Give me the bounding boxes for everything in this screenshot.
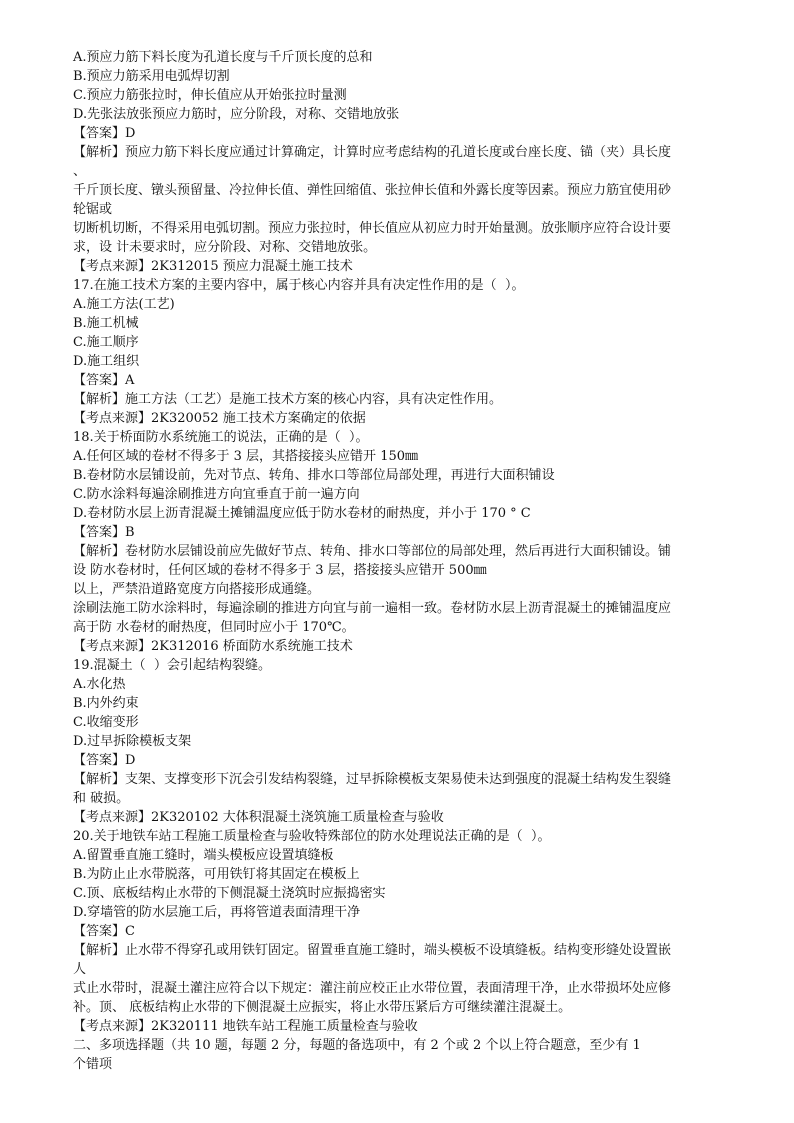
text-line: 【考点来源】2K320052 施工技术方案确定的依据 [73,411,366,426]
text-line: 涂刷法施工防水涂料时，每遍涂刷的推进方向宜与前一遍相一致。卷材防水层上沥青混凝土的摊铺温度应 [73,601,672,616]
text-line: B.施工机械 [73,316,139,331]
text-line: 20.关于地铁车站工程施工质量检查与验收特殊部位的防水处理说法正确的是（ ）。 [73,829,551,844]
text-line: 【答案】B [73,525,135,540]
text-line: B.预应力筋采用电弧焊切割 [73,69,230,84]
text-line: 18.关于桥面防水系统施工的说法，正确的是（ ）。 [73,430,369,445]
text-line: D.先张法放张预应力筋时，应分阶段，对称、交错地放张 [73,107,400,122]
text-line: A.施工方法(工艺) [73,297,175,312]
text-line: A.任何区域的卷材不得多于 3 层，其搭接接头应错开 150㎜ [73,449,419,464]
text-line: 【考点来源】2K312015 预应力混凝土施工技术 [73,259,353,274]
text-line: 【解析】支架、支撑变形下沉会引发结构裂缝，过早拆除模板支架易使未达到强度的混凝土结构发生裂缝 [73,772,672,787]
text-line: 17.在施工技术方案的主要内容中，属于核心内容并具有决定性作用的是（ ）。 [73,278,525,293]
text-line: 以上，严禁沿道路宽度方向搭接形成通缝。 [73,582,321,597]
text-line: A.预应力筋下料长度为孔道长度与千斤顶长度的总和 [73,50,373,65]
text-line: B.卷材防水层铺设前，先对节点、转角、排水口等部位局部处理，再进行大面积铺设 [73,468,555,483]
text-line: C.施工顺序 [73,335,139,350]
text-line: 轮锯或 [73,202,113,217]
text-line: C.收缩变形 [73,715,139,730]
text-line: 、 [73,164,87,179]
text-line: 【解析】卷材防水层铺设前应先做好节点、转角、排水口等部位的局部处理，然后再进行大面积铺设。铺 [73,544,672,559]
text-line: 设 防水卷材时，任何区域的卷材不得多于 3 层，搭接接头应错开 500㎜ [73,563,487,578]
text-line: 【解析】止水带不得穿孔或用铁钉固定。留置垂直施工缝时，端头模板不设填缝板。结构变形缝处设置嵌 [73,943,672,958]
text-line: 切断机切断，不得采用电弧切割。预应力张拉时，伸长值应从初应力时开始量测。放张顺序应符合设计要 [73,221,672,236]
text-line: 【答案】D [73,753,136,768]
text-line: C.顶、底板结构止水带的下侧混凝土浇筑时应振捣密实 [73,886,386,901]
text-line: D.卷材防水层上沥青混凝土摊铺温度应低于防水卷材的耐热度，并小于 170 ° C [73,506,531,521]
text-line: D.穿墙管的防水层施工后，再将管道表面清理干净 [73,905,361,920]
text-line: 19.混凝土（ ）会引起结构裂缝。 [73,658,271,673]
text-line: 二、多项选择题（共 10 题，每题 2 分，每题的备选项中，有 2 个或 2 个以上符合题意，至少有 1 [73,1038,641,1053]
text-line: 式止水带时，混凝土灌注应符合以下规定：灌注前应校正止水带位置，表面清理干净，止水带损坏处应修 [73,981,672,996]
document-page [73,48,723,1074]
text-line: D.施工组织 [73,354,140,369]
text-line: 【考点来源】2K320102 大体积混凝土浇筑施工质量检查与验收 [73,810,444,825]
text-line: B.为防止止水带脱落，可用铁钉将其固定在模板上 [73,867,360,882]
text-line: 【考点来源】2K320111 地铁车站工程施工质量检查与验收 [73,1019,418,1034]
text-line: 【答案】A [73,373,135,388]
text-line: 【解析】施工方法（工艺）是施工技术方案的核心内容，具有决定性作用。 [73,392,503,407]
text-line: 人 [73,962,87,977]
text-line: 【考点来源】2K312016 桥面防水系统施工技术 [73,639,353,654]
text-line: A.水化热 [73,677,126,692]
text-line: D.过早拆除模板支架 [73,734,192,749]
text-line: C.防水涂料每遍涂刷推进方向宜垂直于前一遍方向 [73,487,360,502]
text-line: C.预应力筋张拉时，伸长值应从开始张拉时量测 [73,88,347,103]
text-line: B.内外约束 [73,696,139,711]
text-line: 【解析】预应力筋下料长度应通过计算确定，计算时应考虑结构的孔道长度或台座长度、锚（夹）具长度 [73,145,672,160]
text-line: 和 破损。 [73,791,130,806]
text-line: A.留置垂直施工缝时，端头模板应设置填缝板 [73,848,334,863]
text-line: 个错项 [73,1057,113,1072]
text-line: 千斤顶长度、镦头预留量、冷拉伸长值、弹性回缩值、张拉伸长值和外露长度等因素。预应力筋宜使用砂 [73,183,672,198]
text-line: 求，设 计未要求时，应分阶段、对称、交错地放张。 [73,240,377,255]
text-line: 【答案】D [73,126,136,141]
text-line: 补。顶、 底板结构止水带的下侧混凝土应振实，将止水带压紧后方可继续灌注混凝土。 [73,1000,572,1015]
text-line: 高于防 水卷材的耐热度，但同时应小于 170℃。 [73,620,355,635]
text-line: 【答案】C [73,924,135,939]
